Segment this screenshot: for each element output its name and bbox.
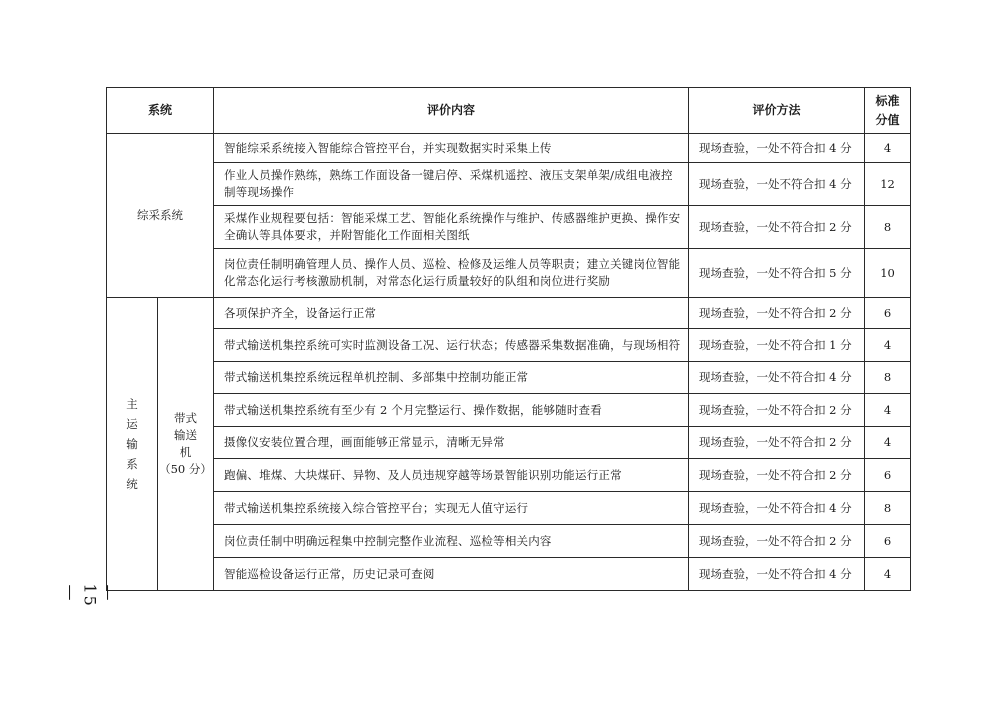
row-score: 6 xyxy=(865,298,911,329)
row-content: 带式输送机集控系统远程单机控制、多部集中控制功能正常 xyxy=(214,362,689,394)
row-content: 智能巡检设备运行正常，历史记录可查阅 xyxy=(214,558,689,591)
table-row xyxy=(107,459,911,492)
row-content: 带式输送机集控系统接入综合管控平台；实现无人值守运行 xyxy=(214,492,689,525)
row-score: 12 xyxy=(865,163,911,206)
row-content: 各项保护齐全，设备运行正常 xyxy=(214,298,689,329)
row-content: 岗位责任制明确管理人员、操作人员、巡检、检修及运维人员等职责；建立关键岗位智能化常态化运行考核激励机制，对常态化运行质量较好的队组和岗位进行奖励 xyxy=(214,249,689,298)
row-method: 现场查验，一处不符合扣 2 分 xyxy=(689,525,865,558)
row-method: 现场查验，一处不符合扣 4 分 xyxy=(689,134,865,163)
row-score: 6 xyxy=(865,459,911,492)
row-score: 4 xyxy=(865,394,911,427)
system-zongcai: 综采系统 xyxy=(107,134,214,298)
header-system: 系统 xyxy=(107,88,214,134)
header-method: 评价方法 xyxy=(689,88,865,134)
table-header-row xyxy=(107,88,911,134)
row-method: 现场查验，一处不符合扣 2 分 xyxy=(689,298,865,329)
row-content: 采煤作业规程要包括：智能采煤工艺、智能化系统操作与维护、传感器维护更换、操作安全确认等具体要求，并附智能化工作面相关图纸 xyxy=(214,206,689,249)
header-score: 标准分值 xyxy=(865,88,911,134)
row-content: 带式输送机集控系统可实时监测设备工况、运行状态；传感器采集数据准确，与现场相符 xyxy=(214,329,689,362)
row-method: 现场查验，一处不符合扣 2 分 xyxy=(689,394,865,427)
row-method: 现场查验，一处不符合扣 4 分 xyxy=(689,492,865,525)
row-method: 现场查验，一处不符合扣 4 分 xyxy=(689,558,865,591)
table-row xyxy=(107,249,911,298)
header-content: 评价内容 xyxy=(214,88,689,134)
row-method: 现场查验，一处不符合扣 5 分 xyxy=(689,249,865,298)
system-zhuyunshu: 主运输系统 xyxy=(107,298,158,591)
table-row xyxy=(107,394,911,427)
row-score: 10 xyxy=(865,249,911,298)
table-row xyxy=(107,525,911,558)
table-row xyxy=(107,329,911,362)
page-number: — 15 — xyxy=(61,583,119,608)
table-row xyxy=(107,362,911,394)
row-content: 作业人员操作熟练，熟练工作面设备一键启停、采煤机遥控、液压支架单架/成组电液控制等现场操作 xyxy=(214,163,689,206)
row-method: 现场查验，一处不符合扣 2 分 xyxy=(689,206,865,249)
row-content: 带式输送机集控系统有至少有 2 个月完整运行、操作数据，能够随时查看 xyxy=(214,394,689,427)
row-score: 8 xyxy=(865,206,911,249)
row-method: 现场查验，一处不符合扣 4 分 xyxy=(689,362,865,394)
row-score: 4 xyxy=(865,427,911,459)
table-row xyxy=(107,163,911,206)
table-row xyxy=(107,298,911,329)
row-method: 现场查验，一处不符合扣 1 分 xyxy=(689,329,865,362)
row-content: 跑偏、堆煤、大块煤矸、异物、及人员违规穿越等场景智能识别功能运行正常 xyxy=(214,459,689,492)
table-row xyxy=(107,492,911,525)
evaluation-table xyxy=(106,87,911,591)
subsystem-belt-conveyor: 带式输送机 （50 分） xyxy=(158,298,214,591)
row-score: 6 xyxy=(865,525,911,558)
row-score: 4 xyxy=(865,329,911,362)
row-content: 智能综采系统接入智能综合管控平台，并实现数据实时采集上传 xyxy=(214,134,689,163)
row-method: 现场查验，一处不符合扣 4 分 xyxy=(689,163,865,206)
row-content: 摄像仪安装位置合理，画面能够正常显示，清晰无异常 xyxy=(214,427,689,459)
row-score: 8 xyxy=(865,362,911,394)
row-score: 8 xyxy=(865,492,911,525)
table-row xyxy=(107,134,911,163)
row-content: 岗位责任制中明确远程集中控制完整作业流程、巡检等相关内容 xyxy=(214,525,689,558)
row-method: 现场查验，一处不符合扣 2 分 xyxy=(689,459,865,492)
row-score: 4 xyxy=(865,558,911,591)
table-row xyxy=(107,558,911,591)
table-row xyxy=(107,206,911,249)
table-row xyxy=(107,427,911,459)
row-score: 4 xyxy=(865,134,911,163)
row-method: 现场查验，一处不符合扣 2 分 xyxy=(689,427,865,459)
